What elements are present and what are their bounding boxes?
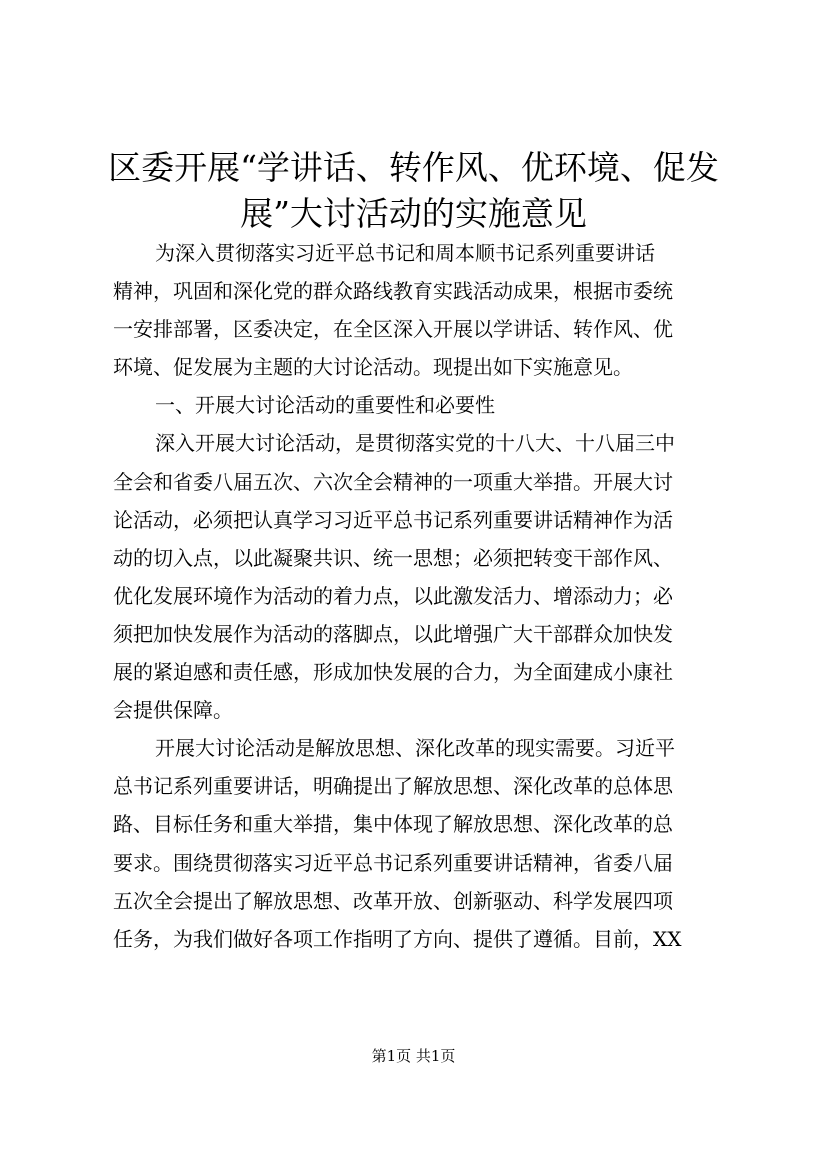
body-line: 精神，巩固和深化党的群众路线教育实践活动成果，根据市委统 — [113, 279, 673, 304]
body-line: 要求。围绕贯彻落实习近平总书记系列重要讲话精神，省委八届 — [113, 850, 673, 875]
page-footer: 第1页 共1页 — [371, 1047, 456, 1065]
body-line: 开展大讨论活动是解放思想、深化改革的现实需要。习近平 — [155, 736, 675, 761]
title-line-1: 区委开展“学讲话、转作风、优环境、促发 — [108, 148, 719, 187]
body-line: 环境、促发展为主题的大讨论活动。现提出如下实施意见。 — [113, 355, 633, 380]
body-line: 一安排部署，区委决定，在全区深入开展以学讲话、转作风、优 — [113, 317, 673, 342]
body-line: 论活动，必须把认真学习习近平总书记系列重要讲话精神作为活 — [113, 507, 673, 532]
document-body — [113, 234, 743, 958]
body-line: 动的切入点，以此凝聚共识、统一思想；必须把转变干部作风、 — [113, 545, 673, 570]
body-line: 全会和省委八届五次、六次全会精神的一项重大举措。开展大讨 — [113, 469, 673, 494]
body-line: 会提供保障。 — [113, 698, 233, 723]
body-line: 五次全会提出了解放思想、改革开放、创新驱动、科学发展四项 — [113, 888, 673, 913]
body-line: 总书记系列重要讲话，明确提出了解放思想、深化改革的总体思 — [113, 774, 673, 799]
body-line: 路、目标任务和重大举措，集中体现了解放思想、深化改革的总 — [113, 812, 673, 837]
body-line: 任务，为我们做好各项工作指明了方向、提供了遵循。目前，XX — [113, 926, 682, 951]
body-line: 优化发展环境作为活动的着力点，以此激发活力、增添动力；必 — [113, 583, 673, 608]
body-line: 为深入贯彻落实习近平总书记和周本顺书记系列重要讲话 — [155, 241, 655, 265]
document-title — [100, 145, 727, 237]
section-heading: 一、开展大讨论活动的重要性和必要性 — [155, 393, 495, 418]
body-line: 展的紧迫感和责任感，形成加快发展的合力，为全面建成小康社 — [113, 660, 673, 685]
body-line: 须把加快发展作为活动的落脚点，以此增强广大干部群众加快发 — [113, 621, 673, 646]
title-line-2: 展”大讨活动的实施意见 — [240, 194, 587, 233]
body-line: 深入开展大讨论活动，是贯彻落实党的十八大、十八届三中 — [155, 431, 675, 456]
